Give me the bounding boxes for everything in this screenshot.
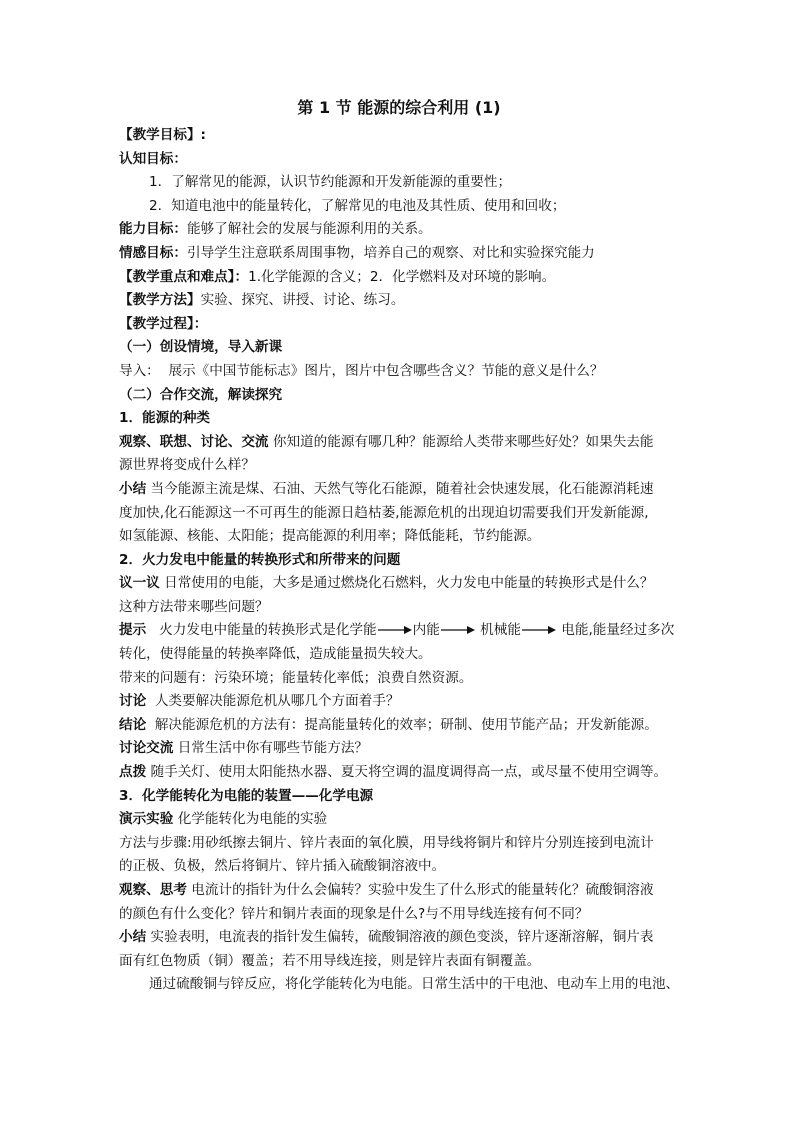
ability-goal	[119, 218, 679, 242]
hint-label: 提示	[119, 622, 147, 639]
talk2-text: 日常生活中你有哪些节能方法？	[177, 740, 369, 757]
observe-text: 你知道的能源有哪几种？能源给人类带来哪些好处？如果失去能	[272, 433, 654, 450]
key-points-label: 【教学重点和难点】：	[119, 268, 249, 285]
part-1-observe-line-2: 源世界将变成什么样？	[119, 457, 255, 474]
observe-think-text: 电流计的指针为什么会偏转？实验中发生了什么形式的能量转化？硫酸铜溶液	[191, 882, 654, 898]
summary-text: 当今能源主流是煤、石油、天然气等化石能源，随着社会快速发展，化石能源消耗速	[150, 480, 654, 497]
observe-think-label: 观察、思考	[119, 882, 187, 898]
hint-mechanical-energy: 机械能	[480, 622, 521, 639]
part-2-tip	[119, 761, 679, 785]
arrow-right-icon	[441, 625, 475, 635]
part-1-observe-line-1	[119, 431, 679, 455]
part-2-talk-2	[119, 737, 679, 761]
hint-internal-energy: 内能	[412, 622, 440, 639]
part-3-summary-line-2: 面有红色物质（铜）覆盖；若不用导线连接，则是锌片表面有铜覆盖。	[119, 952, 541, 969]
emotion-goal-label: 情感目标：	[119, 244, 187, 261]
part-3-summary-line-1	[119, 926, 679, 950]
section-1-heading: （一）创设情境，导入新课	[119, 339, 283, 356]
part-3-demo	[119, 808, 679, 832]
part-2-discuss-line-1	[119, 572, 679, 596]
hint-chemical-energy: 火力发电中能量的转换形式是化学能	[159, 622, 377, 639]
demo-label: 演示实验	[119, 811, 174, 828]
intro-label: 导入：	[119, 362, 160, 379]
summary-3-label: 小结	[119, 929, 147, 946]
summary-label: 小结	[119, 480, 147, 497]
emotion-goal	[119, 242, 679, 266]
tip-text: 随手关灯、使用太阳能热水器、夏天将空调的温度调得高一点，或尽量不使用空调等。	[150, 764, 668, 781]
ability-goal-text: 能够了解社会的发展与能源利用的关系。	[186, 221, 432, 238]
cognitive-goal-item-2: 2．知道电池中的能量转化，了解常见的电池及其性质、使用和回收；	[149, 197, 566, 214]
teaching-methods	[119, 289, 679, 313]
cognitive-goal-label: 认知目标：	[119, 150, 187, 167]
part-1-summary-line-1	[119, 478, 679, 502]
teaching-goals-header: 【教学目标】:	[119, 127, 206, 143]
part-2-conclusion	[119, 714, 679, 738]
teaching-methods-label: 【教学方法】	[119, 292, 201, 309]
section-2-heading: （二）合作交流，解读探究	[119, 386, 283, 403]
discuss-label: 议一议	[119, 575, 160, 592]
conclusion-label: 结论	[119, 716, 147, 733]
observe-label: 观察、联想、讨论、交流	[119, 433, 269, 450]
key-points	[119, 266, 679, 290]
part-3-method-line-1: 方法与步骤:用砂纸擦去铜片、锌片表面的氧化膜，用导线将铜片和锌片分别连接到电流计	[119, 834, 654, 851]
part-3-method-line-2: 的正极、负极，然后将铜片、锌片插入硫酸铜溶液中。	[119, 858, 446, 875]
part-1-heading: 1．能源的种类	[119, 410, 211, 427]
section-1-intro	[119, 360, 679, 384]
teaching-methods-text: 实验、探究、讲授、讨论、练习。	[200, 292, 405, 309]
part-3-observe-line-2: 的颜色有什么变化？锌片和铜片表面的现象是什么?与不用导线连接有何不同？	[119, 905, 589, 922]
part-3-heading: 3．化学能转化为电能的装置——化学电源	[119, 787, 374, 804]
part-2-talk	[119, 690, 679, 714]
talk2-label: 讨论交流	[119, 740, 174, 757]
tip-label: 点拨	[119, 764, 147, 781]
cognitive-goal-item-1: 1．了解常见的能源，认识节约能源和开发新能源的重要性；	[149, 174, 512, 191]
part-2-discuss-line-2: 这种方法带来哪些问题？	[119, 598, 269, 615]
part-2-hint-line-2: 转化，使得能量的转换率降低，造成能量损失较大。	[119, 646, 432, 663]
part-2-problems: 带来的问题有：污染环境；能量转化率低；浪费自然资源。	[119, 669, 473, 686]
teaching-process-header: 【教学过程】：	[119, 315, 208, 332]
talk-label: 讨论	[119, 693, 147, 710]
part-3-observe-line-1	[119, 879, 679, 903]
discuss-text: 日常使用的电能，大多是通过燃烧化石燃料，火力发电中能量的转换形式是什么？	[164, 575, 654, 592]
emotion-goal-text: 引导学生注意联系周围事物，培养自己的观察、对比和实验探究能力	[186, 244, 595, 261]
document-page	[119, 96, 679, 997]
conclusion-text: 解决能源危机的方法有：提高能量转化的效率；研制、使用节能产品；开发新能源。	[154, 716, 658, 733]
part-1-summary-line-2: 度加快,化石能源这一不可再生的能源日趋枯萎,能源危机的出现迫切需要我们开发新能源,	[119, 504, 649, 521]
part-2-heading: 2．火力发电中能量的转换形式和所带来的问题	[119, 551, 401, 568]
key-points-text: 1.化学能源的含义；2．化学燃料及对环境的影响。	[248, 268, 556, 285]
hint-electric-energy: 电能,能量经过多次	[561, 622, 675, 639]
part-3-last-line: 通过硫酸铜与锌反应，将化学能转化为电能。日常生活中的干电池、电动车上用的电池、	[149, 976, 680, 993]
ability-goal-label: 能力目标：	[119, 221, 187, 238]
talk-text: 人类要解决能源危机从哪几个方面着手？	[154, 693, 400, 710]
part-1-summary-line-3: 如氢能源、核能、太阳能；提高能源的利用率；降低能耗，节约能源。	[119, 528, 541, 545]
document-title: 第 1 节 能源的综合利用 (1)	[297, 98, 501, 117]
part-2-hint-line-1	[119, 619, 679, 643]
summary-3-text: 实验表明，电流表的指针发生偏转，硫酸铜溶液的颜色变淡，锌片逐渐溶解，铜片表	[150, 929, 654, 946]
arrow-right-icon	[522, 625, 556, 635]
intro-text: 展示《中国节能标志》图片，图片中包含哪些含义？节能的意义是什么？	[168, 362, 604, 379]
arrow-right-icon	[378, 625, 412, 635]
demo-text: 化学能转化为电能的实验	[177, 811, 328, 828]
